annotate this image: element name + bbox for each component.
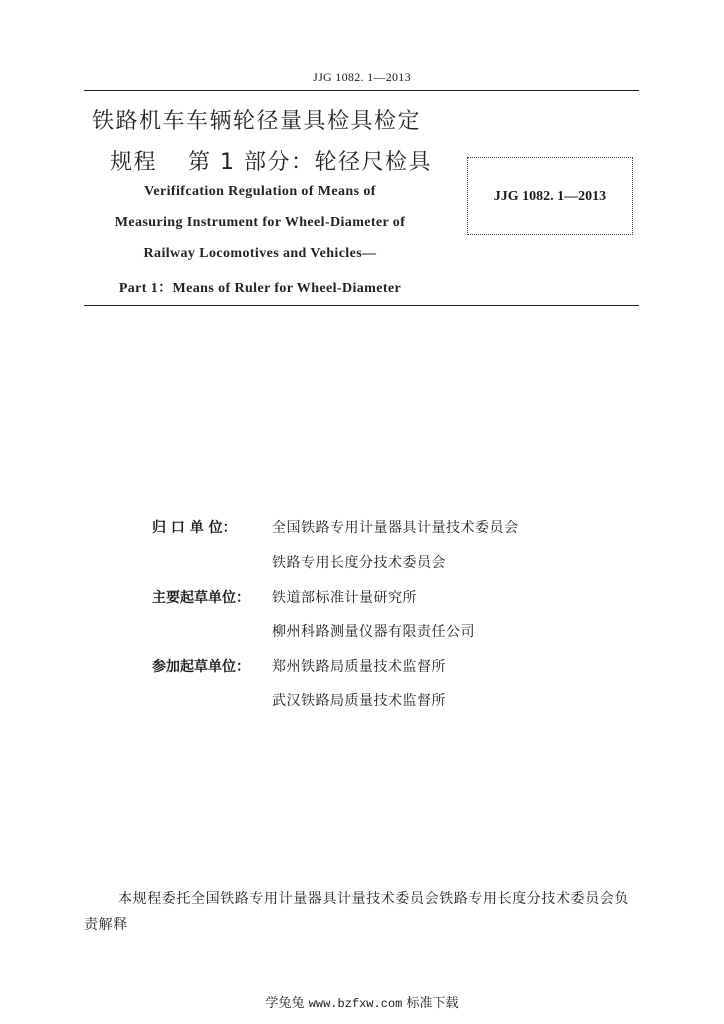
participating-drafting-unit-label: 参加起草单位： [152,659,250,675]
title-zh-line2-suffix: 第 1 部分：轮径尺检具 [188,150,432,175]
centralized-unit-value-2: 铁路专用长度分技术委员会 [272,555,446,571]
participating-drafting-unit-value-2: 武汉铁路局质量技术监督所 [272,693,446,709]
footer-watermark [0,992,724,1011]
header-standard-code: JJG 1082. 1—2013 [313,70,411,84]
centralized-unit-value-1: 全国铁路专用计量器具计量技术委员会 [272,520,519,536]
main-drafting-unit-value-1: 铁道部标准计量研究所 [272,590,417,606]
interpretation-note: 本规程委托全国铁路专用计量器具计量技术委员会铁路专用长度分技术委员会负责解释 [84,891,629,933]
bottom-title-rule [84,305,639,306]
main-drafting-unit-label: 主要起草单位： [152,590,250,606]
footer-label: 标准下载 [406,996,459,1011]
centralized-unit-label: 归 口 单 位： [152,520,237,536]
title-en-line3: Railway Locomotives and Vehicles— [143,246,377,261]
title-en-line2: Measuring Instrument for Wheel-Diameter of [114,215,406,230]
title-en-line1: Verififcation Regulation of Means of [144,184,376,199]
participating-drafting-unit-value-1: 郑州铁路局质量技术监督所 [272,659,446,675]
title-zh-line1: 铁路机车车辆轮径量具检具检定 [92,109,422,134]
main-drafting-unit-value-2: 柳州科路测量仪器有限责任公司 [272,624,475,640]
title-zh-line2-prefix: 规程 [110,150,158,175]
footer-url-link[interactable]: www.bzfxw.com [308,997,403,1011]
standard-code-box-text: JJG 1082. 1—2013 [493,189,607,204]
footer-site-name: 学兔兔 [265,996,305,1011]
title-en-line4: Part 1：Means of Ruler for Wheel-Diameter [118,281,402,296]
top-rule [84,90,639,91]
